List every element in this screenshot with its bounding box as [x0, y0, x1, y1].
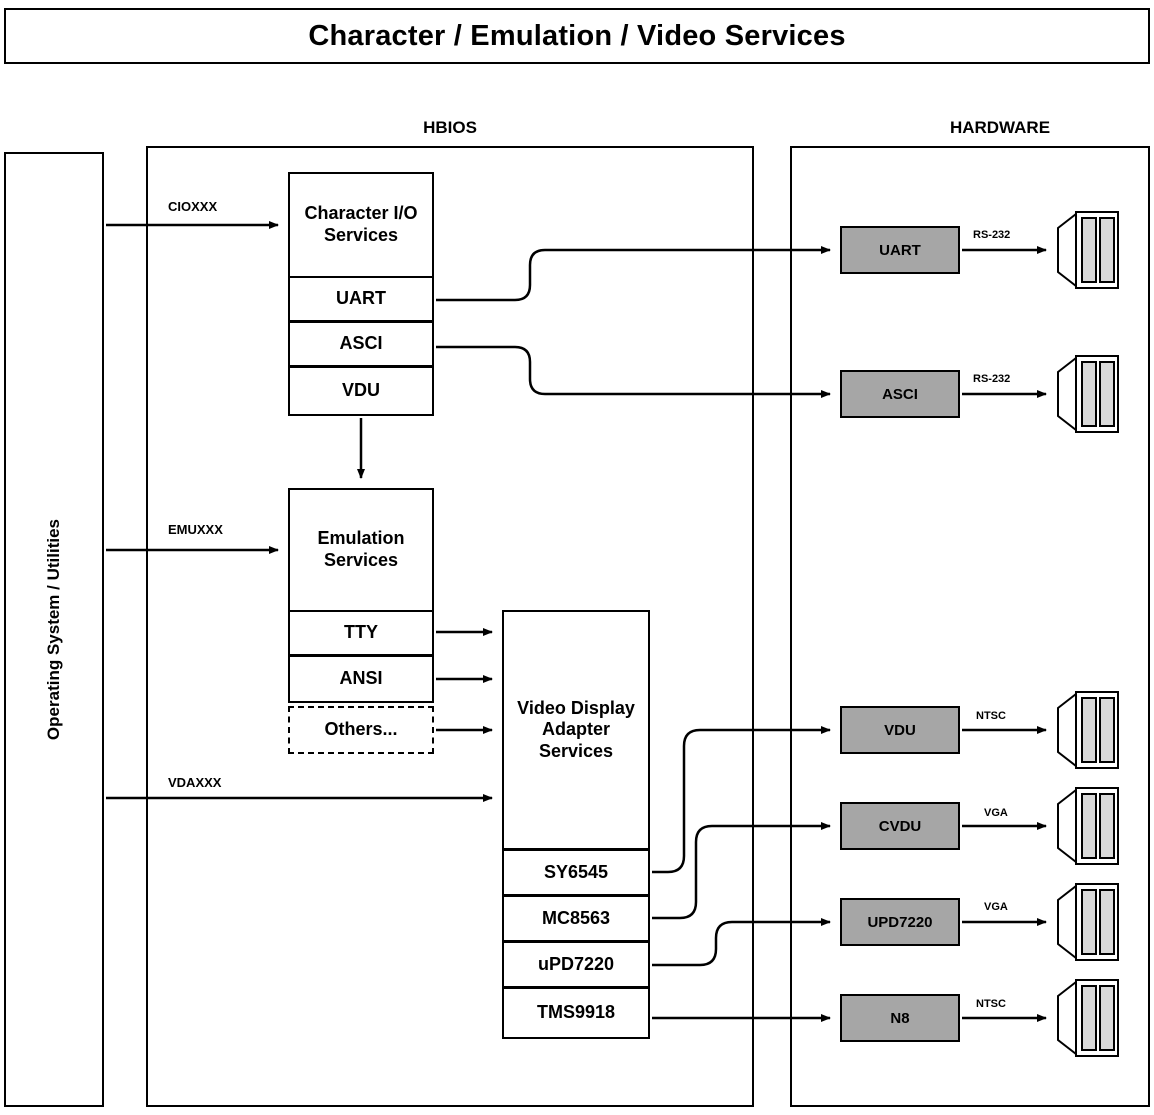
hardware-device-asci: [840, 370, 960, 418]
character-io-services-box: [288, 172, 434, 278]
vda-driver-tms9918-label: TMS9918: [536, 1002, 616, 1023]
edge-label-emuxxx: EMUXXX: [168, 522, 223, 537]
hardware-device-cvdu: [840, 802, 960, 850]
vda-driver-tms9918: [502, 987, 650, 1039]
hbios-section-label: HBIOS: [423, 118, 477, 137]
emulation-services-title: Emulation Services: [317, 528, 405, 570]
edge-label-cioxxx: CIOXXX: [168, 199, 218, 214]
hardware-device-asci-label: ASCI: [882, 385, 918, 403]
vda-services-title: Video Display Adapter Services: [517, 697, 635, 761]
emulation-driver-ansi-label: ANSI: [339, 668, 383, 689]
char-io-driver-uart-label: UART: [336, 288, 386, 309]
hardware-device-upd7220-label: UPD7220: [867, 913, 933, 931]
signal-label-asci: RS-232: [973, 373, 1011, 385]
signal-label-upd7220: VGA: [984, 901, 1008, 913]
character-io-services-title: Character I/O Services: [304, 203, 418, 245]
hardware-device-cvdu-label: CVDU: [878, 817, 922, 835]
signal-label-n8: NTSC: [976, 998, 1006, 1010]
edge-label-vdaxxx: VDAXXX: [168, 775, 222, 790]
hardware-device-n8-label: N8: [890, 1009, 910, 1027]
emulation-driver-tty-label: TTY: [344, 622, 378, 643]
vda-driver-sy6545: [502, 849, 650, 896]
emulation-services-box: [288, 488, 434, 612]
hardware-device-upd7220: [840, 898, 960, 946]
emulation-driver-others: [288, 706, 434, 754]
vda-driver-mc8563-label: MC8563: [541, 907, 611, 928]
char-io-driver-vdu: [288, 366, 434, 416]
hardware-device-uart: [840, 226, 960, 274]
page-title: Character / Emulation / Video Services: [308, 19, 846, 52]
operating-system-utilities-bar: [4, 152, 104, 1107]
signal-label-vdu: NTSC: [976, 710, 1006, 722]
char-io-driver-vdu-label: VDU: [341, 380, 380, 401]
hardware-container: [790, 146, 1150, 1107]
video-display-adapter-services-box: [502, 610, 650, 850]
char-io-driver-asci: [288, 321, 434, 367]
operating-system-utilities-label: Operating System / Utilities: [44, 518, 63, 741]
emulation-driver-tty: [288, 610, 434, 656]
hardware-device-n8: [840, 994, 960, 1042]
char-io-driver-uart: [288, 276, 434, 322]
signal-label-cvdu: VGA: [984, 807, 1008, 819]
signal-label-uart: RS-232: [973, 229, 1011, 241]
vda-driver-sy6545-label: SY6545: [543, 861, 609, 882]
vda-driver-upd7220-label: uPD7220: [537, 953, 615, 974]
hardware-device-vdu: [840, 706, 960, 754]
vda-driver-mc8563: [502, 895, 650, 942]
diagram-title-bar: [4, 8, 1150, 64]
emulation-driver-others-label: Others...: [324, 719, 398, 740]
emulation-driver-ansi: [288, 655, 434, 703]
hardware-device-uart-label: UART: [879, 241, 921, 259]
hbios-container: [146, 146, 754, 1107]
char-io-driver-asci-label: ASCI: [339, 333, 383, 354]
hardware-section-label: HARDWARE: [949, 118, 1051, 137]
hardware-device-vdu-label: VDU: [884, 721, 916, 739]
vda-driver-upd7220: [502, 941, 650, 988]
